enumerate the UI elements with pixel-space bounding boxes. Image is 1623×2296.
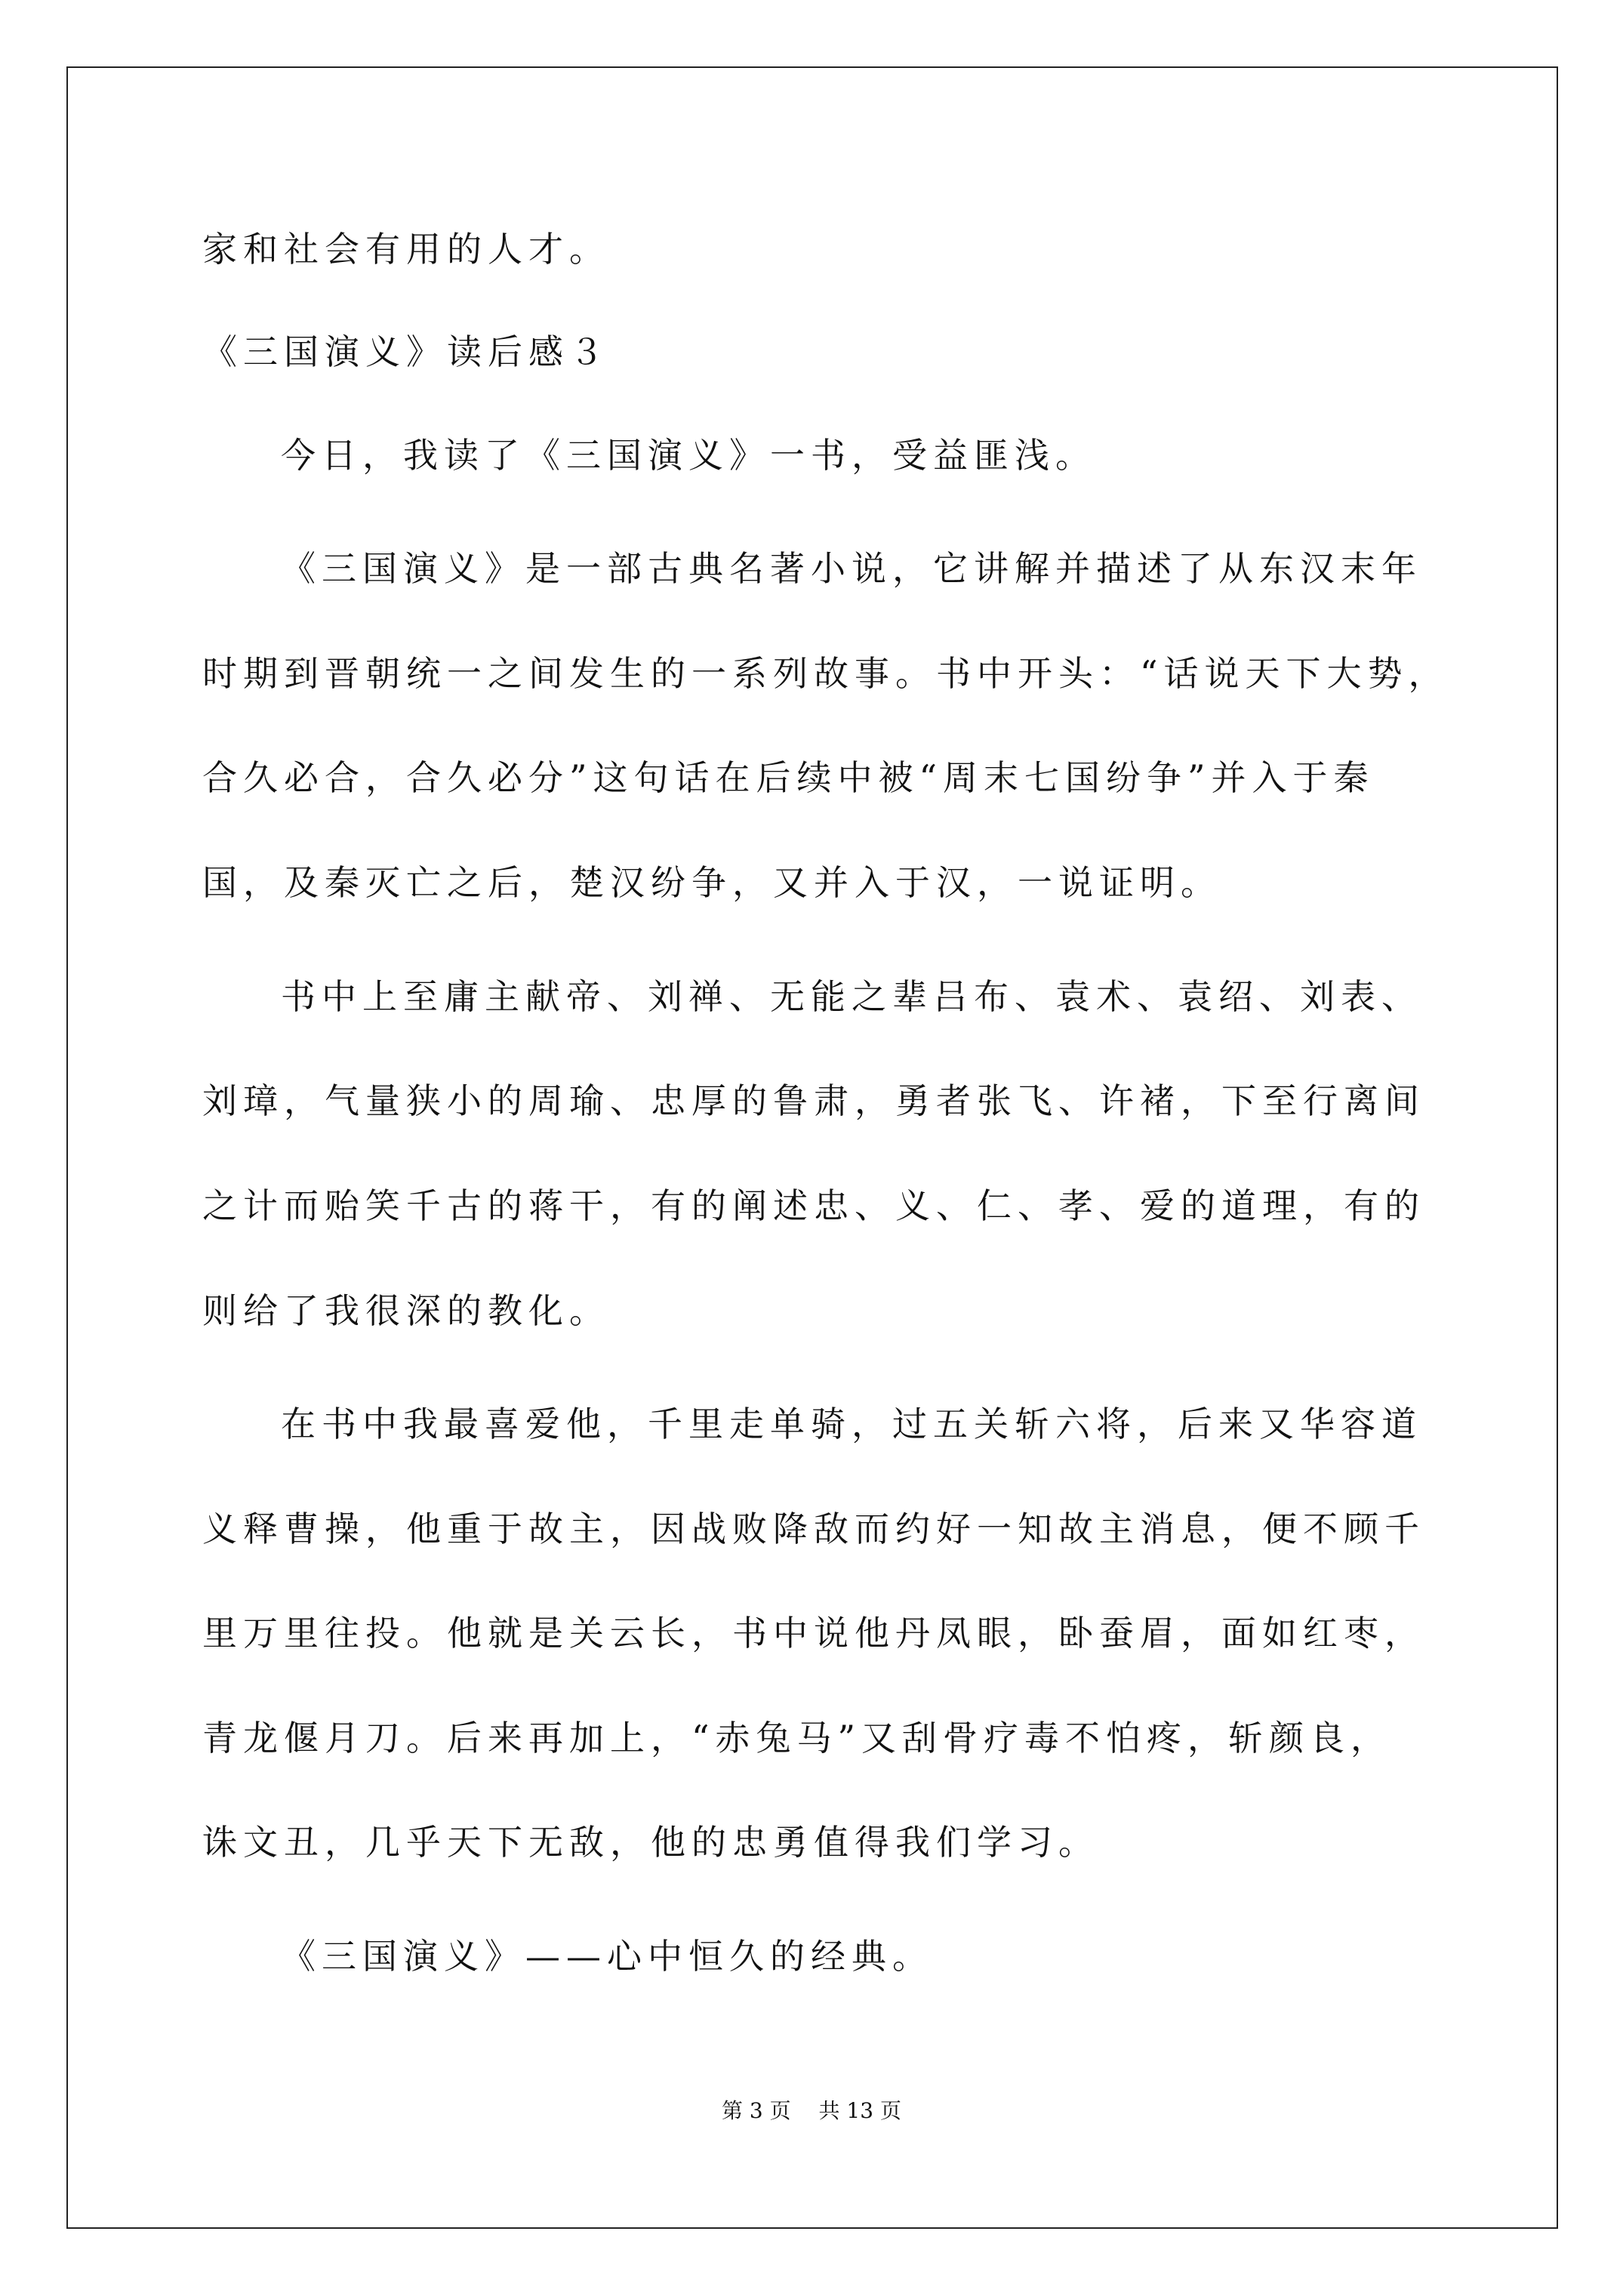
paragraph-line: 之计而贻笑千古的蒋干，有的阐述忠、义、仁、孝、爱的道理，有的 <box>202 1185 1425 1226</box>
paragraph-line: 国，及秦灭亡之后，楚汉纷争，又并入于汉，一说证明。 <box>202 862 1221 903</box>
paragraph-line: 诛文丑，几乎天下无敌，他的忠勇值得我们学习。 <box>202 1822 1099 1863</box>
paragraph-line: 则给了我很深的教化。 <box>202 1290 610 1331</box>
paragraph-line: 合久必合，合久必分”这句话在后续中被“周末七国纷争”并入于秦 <box>202 757 1375 798</box>
paragraph-line: 《三国演义》是一部古典名著小说，它讲解并描述了从东汉末年 <box>281 548 1422 589</box>
text-line: 家和社会有用的人才。 <box>202 229 610 270</box>
closing-line: 《三国演义》——心中恒久的经典。 <box>281 1936 933 1977</box>
page-footer: 第 3 页 共 13 页 <box>722 2098 901 2123</box>
paragraph-line: 书中上至庸主献帝、刘禅、无能之辈吕布、袁术、袁绍、刘表、 <box>281 976 1422 1017</box>
paragraph-line: 刘璋，气量狭小的周瑜、忠厚的鲁肃，勇者张飞、许褚，下至行离间 <box>202 1080 1425 1121</box>
paragraph-line: 青龙偃月刀。后来再加上，“赤兔马”又刮骨疗毒不怕疼，斩颜良， <box>202 1718 1392 1758</box>
section-heading: 《三国演义》读后感３ <box>202 331 610 372</box>
paragraph-line: 今日，我读了《三国演义》一书，受益匪浅。 <box>281 435 1096 476</box>
page-border <box>66 66 1558 2229</box>
paragraph-line: 里万里往投。他就是关云长，书中说他丹凤眼，卧蚕眉，面如红枣， <box>202 1613 1425 1653</box>
paragraph-line: 在书中我最喜爱他，千里走单骑，过五关斩六将，后来又华容道 <box>281 1404 1422 1444</box>
paragraph-line: 时期到晋朝统一之间发生的一系列故事。书中开头：“话说天下大势， <box>202 653 1449 694</box>
paragraph-line: 义释曹操，他重于故主，因战败降敌而约好一知故主消息，便不顾千 <box>202 1509 1425 1549</box>
